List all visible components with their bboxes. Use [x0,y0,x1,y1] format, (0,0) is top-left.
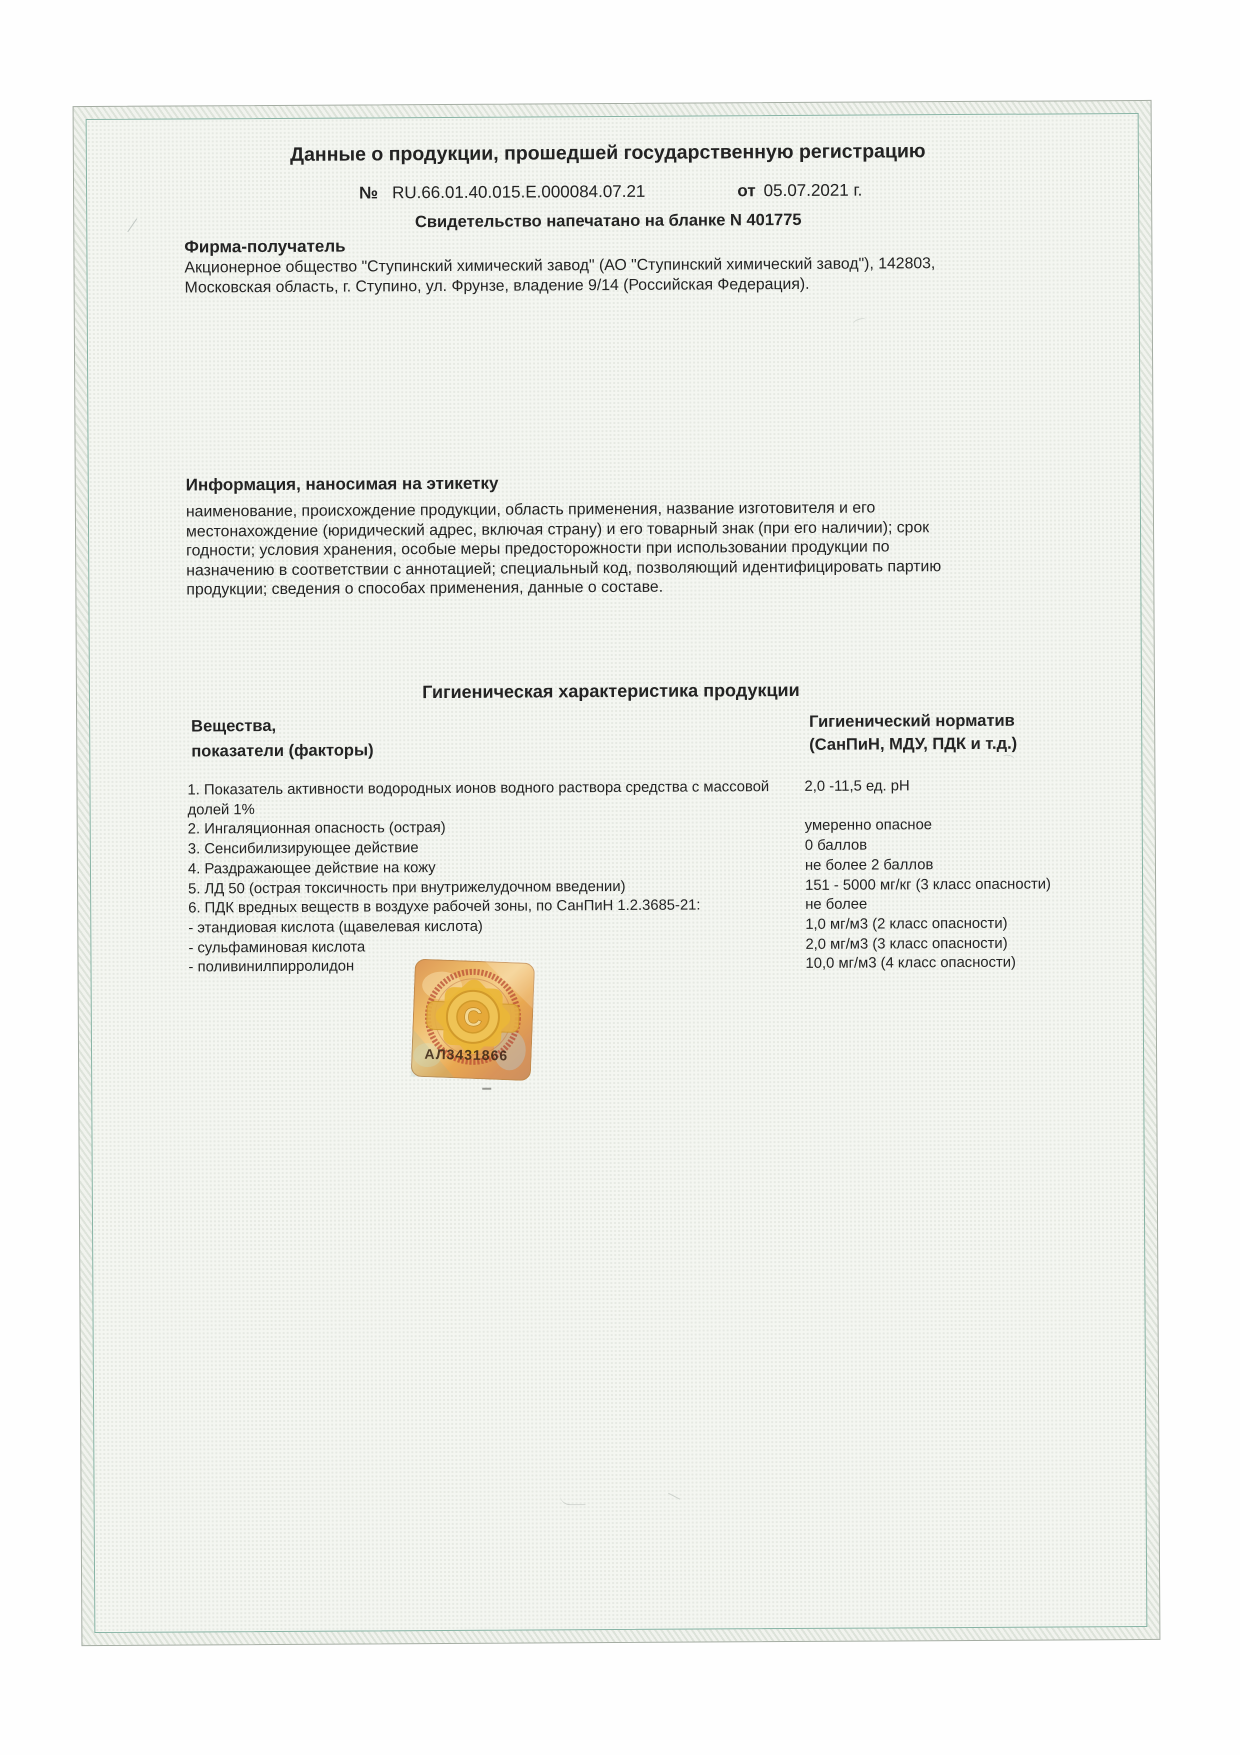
column-header-line: Гигиенический норматив [809,711,1015,731]
row-label: 5. ЛД 50 (острая токсичность при внутрижелудочном введении) [188,878,626,897]
recipient-address-line: Московская область, г. Ступино, ул. Фрунзе, владение 9/14 (Российская Федерация). [184,275,810,297]
row-value: не более 2 баллов [804,856,934,874]
column-header-line: (СанПиН, МДУ, ПДК и т.д.) [809,734,1018,754]
row-value: умеренно опасное [804,817,933,835]
column-header-line: показатели (факторы) [191,741,374,761]
number-label: № [359,183,379,203]
registration-line [359,181,862,204]
row-label: - сульфаминовая кислота [188,939,366,957]
document-title: Данные о продукции, прошедшей государственную регистрацию [290,140,926,166]
row-value: 1,0 мг/м3 (2 класс опасности) [805,915,1008,933]
paragraph-line: годности; условия хранения, особые меры предосторожности при использовании продукции по [186,538,890,560]
row-label: 4. Раздражающее действие на кожу [187,859,436,878]
row-value: 0 баллов [804,837,868,855]
paragraph-line: продукции; сведения о способах применения, данные о составе. [186,579,664,599]
row-value: 10,0 мг/м3 (4 класс опасности) [805,955,1017,973]
table-row [187,777,1050,821]
svg-text:С: С [463,1001,483,1033]
row-value: 2,0 -11,5 ед. рН [804,778,910,795]
hygiene-table [187,777,1051,979]
recipient-heading: Фирма-получатель [184,236,346,257]
scan-artifact [852,317,868,329]
label-info-paragraph [186,498,942,600]
scan-artifact [482,1088,491,1090]
column-header-line: Вещества, [191,716,277,736]
row-label: 2. Ингаляционная опасность (острая) [187,820,446,838]
recipient-address-line: Акционерное общество "Ступинский химический завод" (АО "Ступинский химический завод"), 142803, [184,255,936,277]
row-value: 2,0 мг/м3 (3 класс опасности) [805,935,1008,953]
column-header-substances [191,713,374,764]
table-row [188,954,1051,979]
scan-artifact [668,1493,680,1500]
row-label: 1. Показатель активности водородных ионов водного раствора средства с массовой [187,779,770,799]
scan-artifact [560,1494,586,1505]
row-value: не более [805,896,868,914]
paragraph-line: местонахождение (юридический адрес, включая страну) и его товарный знак (при его наличии); срок [185,518,930,541]
sticker-serial-number: АЛ3431866 [424,1045,509,1064]
hologram-sticker [411,959,535,1081]
date-label: от [737,181,756,201]
registration-number: RU.66.01.40.015.E.000084.07.21 [391,181,646,203]
column-header-standard [809,710,1017,757]
row-label: 3. Сенсибилизирующее действие [187,840,419,858]
paragraph-line: назначению в соответствии с аннотацией; специальный код, позволяющий идентифицировать партию [186,557,942,580]
row-label: - этандиовая кислота (щавелевая кислота) [188,918,483,937]
recipient-address [184,254,935,298]
paragraph-line: наименование, происхождение продукции, область применения, название изготовителя и его [185,499,876,521]
hygiene-section-heading: Гигиеническая характеристика продукции [422,679,800,703]
row-value: 151 - 5000 мг/кг (3 класс опасности) [805,876,1051,894]
blank-number-note: Свидетельство напечатано на бланке N 401775 [414,210,802,232]
row-label: долей 1% [187,801,255,819]
row-label: - поливинилпирролидон [188,958,355,976]
row-label: 6. ПДК вредных веществ в воздухе рабочей зоны, по СанПиН 1.2.3685-21: [188,897,701,917]
registration-date: 05.07.2021 г. [763,180,863,201]
label-info-heading: Информация, наносимая на этикетку [185,473,499,495]
